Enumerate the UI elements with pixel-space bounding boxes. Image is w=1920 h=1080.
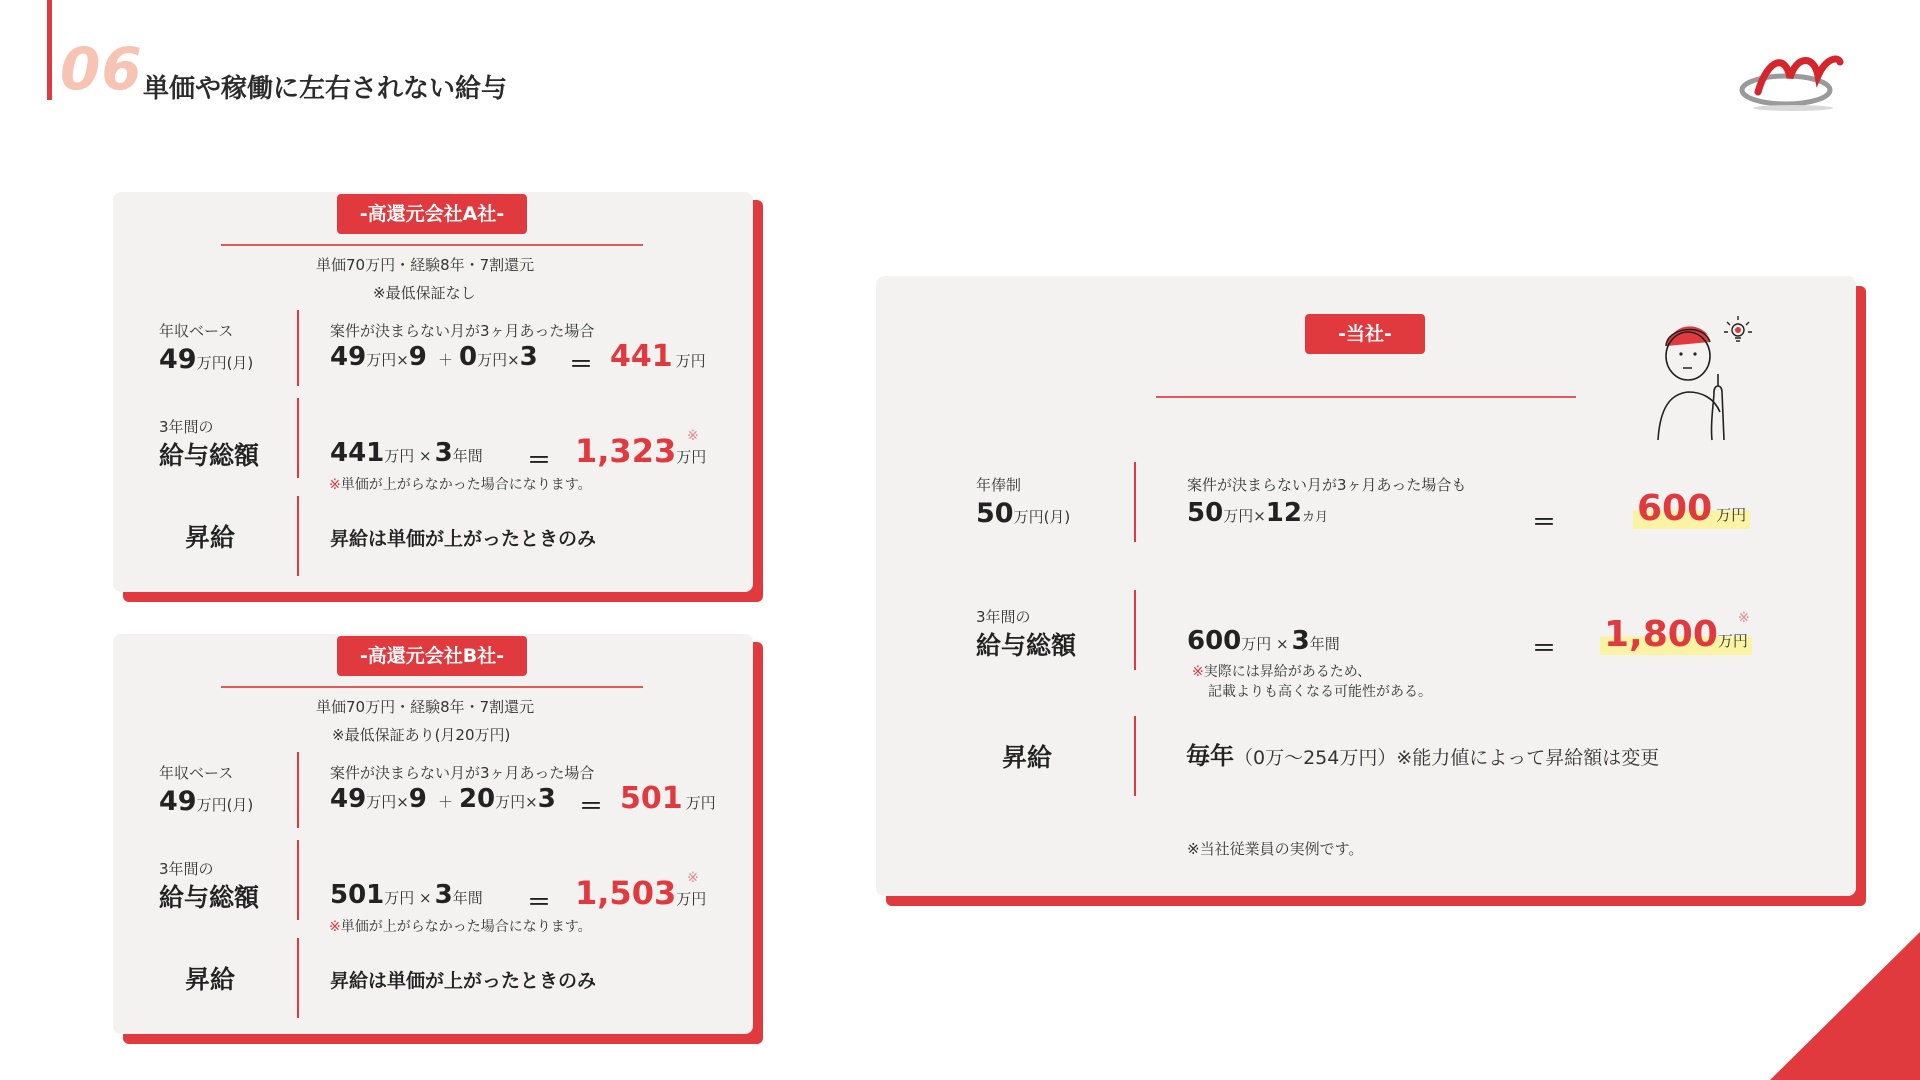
card-ours-row1-result: 600 万円 <box>1633 488 1750 529</box>
card-ours-row2-equals: ＝ <box>1532 634 1556 662</box>
card-a-row3-label: 昇給 <box>185 523 236 552</box>
card-a-row1-label-small: 年収ベース <box>159 322 234 340</box>
card-b-row1-formula: 49万円×9 ＋ 20万円×3 <box>330 784 556 814</box>
card-ours-row2-label: 給与総額 <box>976 631 1077 660</box>
card-b-vline-3 <box>297 938 299 1018</box>
card-ours-row1-formula: 50万円×12カ月 <box>1187 498 1328 528</box>
card-our-company <box>876 276 1856 896</box>
card-b-row1-equals: ＝ <box>579 792 603 820</box>
card-ours-row1-label: 50万円(月) <box>976 498 1071 529</box>
card-a-condition: 単価70万円・経験8年・7割還元 <box>316 256 535 274</box>
company-logo-icon <box>1738 48 1844 114</box>
header-accent-bar <box>47 0 52 100</box>
person-idea-illustration-icon <box>1638 312 1758 442</box>
card-b-row1-label-small: 年収ベース <box>159 764 234 782</box>
card-ours-row1-desc: 案件が決まらない月が3ヶ月あった場合も <box>1187 476 1467 494</box>
card-ours-vline-3 <box>1134 716 1136 796</box>
card-b-vline-2 <box>297 840 299 920</box>
card-ours-footnote: ※当社従業員の実例です。 <box>1187 840 1364 858</box>
card-a-row2-label-small: 3年間の <box>159 418 214 436</box>
card-a-vline-1 <box>297 310 299 386</box>
card-ours-row3-text: 毎年（0万〜254万円）※能力値によって昇給額は変更 <box>1186 742 1660 770</box>
card-a-row1-equals: ＝ <box>569 350 593 378</box>
card-a-row1-result: 441 万円 <box>610 339 706 374</box>
card-b-row1-result: 501 万円 <box>620 781 716 816</box>
card-b-row3-text: 昇給は単価が上がったときのみ <box>330 970 597 992</box>
card-ours-divider <box>1156 396 1576 398</box>
card-ours-vline-2 <box>1134 590 1136 670</box>
card-ours-vline-1 <box>1134 462 1136 542</box>
card-b-row2-note: ※単価が上がらなかった場合になります。 <box>329 919 592 935</box>
corner-accent-triangle <box>1770 932 1920 1080</box>
card-b-row1-label: 49万円(月) <box>159 786 254 817</box>
card-b-divider <box>221 686 643 688</box>
card-ours-row2-label-small: 3年間の <box>976 608 1031 626</box>
card-a-row1-formula: 49万円×9 ＋ 0万円×3 <box>330 342 538 372</box>
card-b-vline-1 <box>297 752 299 828</box>
card-ours-tag: -当社- <box>1305 314 1425 354</box>
card-b-row2-label: 給与総額 <box>159 883 260 912</box>
card-b-guarantee: ※最低保証あり(月20万円) <box>332 726 511 744</box>
section-number: 06 <box>60 35 143 103</box>
card-a-row2-label: 給与総額 <box>159 441 260 470</box>
card-ours-row1-equals: ＝ <box>1532 508 1556 536</box>
card-ours-row2-note: ※実際には昇給があるため、 記載よりも高くなる可能性がある。 <box>1192 664 1432 700</box>
page-title: 単価や稼働に左右されない給与 <box>143 74 508 104</box>
card-a-vline-3 <box>297 496 299 576</box>
card-a-row3-text: 昇給は単価が上がったときのみ <box>330 528 597 550</box>
card-ours-row2-formula: 600万円 × 3年間 <box>1187 626 1340 656</box>
card-a-row2-note: ※単価が上がらなかった場合になります。 <box>329 477 592 493</box>
card-a-row1-desc: 案件が決まらない月が3ヶ月あった場合 <box>330 322 595 340</box>
card-company-b <box>113 634 753 1034</box>
card-ours-row1-label-small: 年俸制 <box>976 476 1022 494</box>
card-b-row2-equals: ＝ <box>527 888 551 916</box>
card-b-row2-formula: 501万円 × 3年間 <box>330 880 483 910</box>
card-b-row1-desc: 案件が決まらない月が3ヶ月あった場合 <box>330 764 595 782</box>
card-a-divider <box>221 244 643 246</box>
card-company-a <box>113 192 753 592</box>
card-ours-row3-label: 昇給 <box>1002 743 1053 772</box>
card-b-tag: -高還元会社B社- <box>337 636 527 676</box>
card-a-row2-equals: ＝ <box>527 446 551 474</box>
card-b-row3-label: 昇給 <box>185 965 236 994</box>
card-a-row1-label: 49万円(月) <box>159 344 254 375</box>
card-b-row2-result: 1,503万円 ※ <box>575 870 707 912</box>
card-a-row2-formula: 441万円 × 3年間 <box>330 438 483 468</box>
card-b-condition: 単価70万円・経験8年・7割還元 <box>316 698 535 716</box>
card-a-guarantee: ※最低保証なし <box>373 284 476 302</box>
card-a-row2-result: 1,323万円 ※ <box>575 428 707 470</box>
card-a-tag: -高還元会社A社- <box>337 194 527 234</box>
card-ours-row2-result: 1,800万円 ※ <box>1600 614 1752 655</box>
card-a-vline-2 <box>297 398 299 478</box>
card-b-row2-label-small: 3年間の <box>159 860 214 878</box>
